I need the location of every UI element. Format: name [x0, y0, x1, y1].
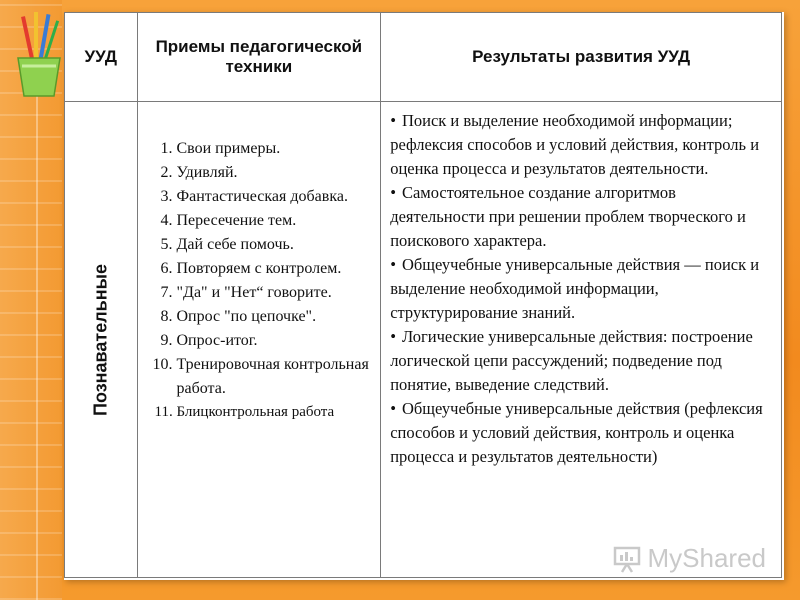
- list-item: 11. Блицконтрольная работа: [177, 401, 372, 423]
- list-item: 1. Свои примеры.: [177, 137, 372, 161]
- watermark-text: MyShared: [647, 543, 766, 573]
- result-text: Общеучебные универсальные действия (рефлексия способов и условий действия, контроль и оценка процесса и результатов деятельности): [390, 399, 763, 466]
- methods-list: [139, 103, 380, 423]
- pencil-cup-icon: [12, 10, 66, 100]
- decorative-line: [36, 60, 38, 600]
- list-item: [390, 109, 774, 181]
- results-list: [382, 103, 780, 469]
- bullet-icon: •: [390, 111, 396, 130]
- list-item: 4. Пересечение тем.: [177, 209, 372, 233]
- table-row: [65, 102, 782, 578]
- list-item: [390, 253, 774, 325]
- row-label-cell: [65, 102, 138, 578]
- result-text: Логические универсальные действия: построение логической цепи рассуждений; подведение под понятие, выведение следствий.: [390, 327, 753, 394]
- bullet-icon: •: [390, 327, 396, 346]
- list-item: [390, 181, 774, 253]
- list-item: 5. Дай себе помочь.: [177, 233, 372, 257]
- list-item: 9. Опрос-итог.: [177, 329, 372, 353]
- uud-table: [64, 12, 782, 578]
- content-sheet: [64, 12, 784, 580]
- list-item: [390, 397, 774, 469]
- result-text: Общеучебные универсальные действия — поиск и выделение необходимой информации, структурирование знаний.: [390, 255, 760, 322]
- bullet-icon: •: [390, 399, 396, 418]
- header-results: Результаты развития УУД: [381, 13, 782, 102]
- results-cell: [381, 102, 782, 578]
- list-item: 8. Опрос "по цепочке".: [177, 305, 372, 329]
- presentation-icon: [612, 544, 642, 574]
- list-item: 6. Повторяем с контролем.: [177, 257, 372, 281]
- row-label: Познавательные: [90, 263, 111, 416]
- list-item: [390, 325, 774, 397]
- result-text: Поиск и выделение необходимой информации; рефлексия способов и условий действия, контроль и оценка процесса и результатов деятельности.: [390, 111, 760, 178]
- list-item: 7. "Да" и "Нет“ говорите.: [177, 281, 372, 305]
- list-item: 2. Удивляй.: [177, 161, 372, 185]
- watermark: [612, 543, 767, 574]
- methods-cell: [137, 102, 381, 578]
- list-item: 3. Фантастическая добавка.: [177, 185, 372, 209]
- bullet-icon: •: [390, 183, 396, 202]
- header-uud: УУД: [65, 13, 138, 102]
- result-text: Самостоятельное создание алгоритмов деятельности при решении проблем творческого и поискового характера.: [390, 183, 746, 250]
- bullet-icon: •: [390, 255, 396, 274]
- list-item: 10. Тренировочная контрольная работа.: [177, 353, 372, 401]
- header-row: [65, 13, 782, 102]
- header-methods: Приемы педагогической техники: [137, 13, 381, 102]
